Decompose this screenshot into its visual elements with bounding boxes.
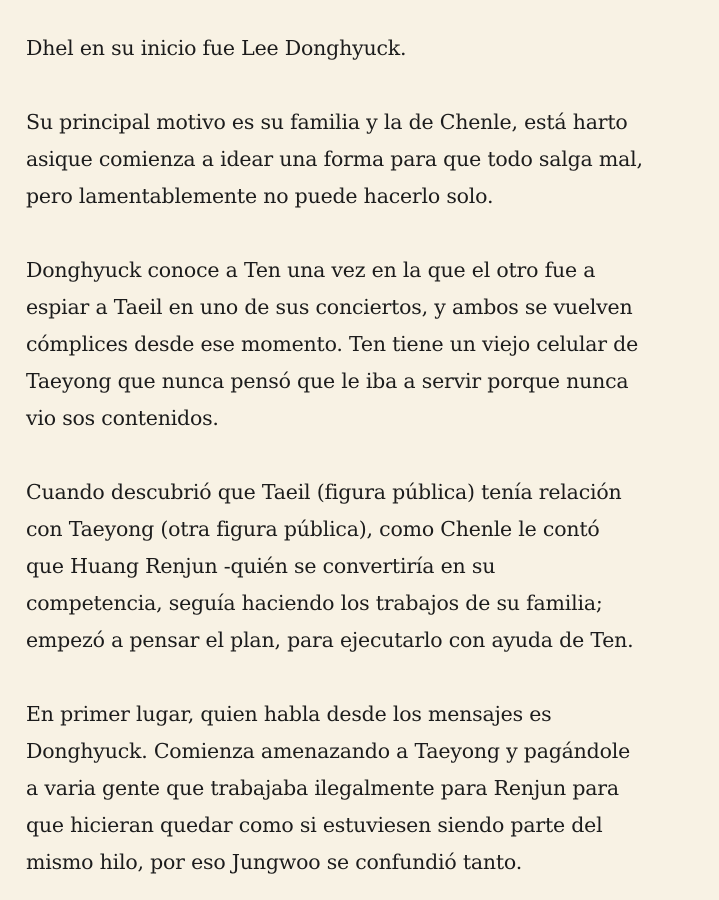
paragraph-4	[26, 474, 701, 659]
text-line: mismo hilo, por eso Jungwoo se confundió tanto.	[26, 850, 523, 874]
paragraph-5	[26, 696, 701, 881]
text-line: Su principal motivo es su familia y la de Chenle, está harto	[26, 110, 628, 134]
text-line: con Taeyong (otra figura pública), como Chenle le contó	[26, 517, 600, 541]
text-line: competencia, seguía haciendo los trabajos de su familia;	[26, 591, 603, 615]
text-line: Cuando descubrió que Taeil (figura pública) tenía relación	[26, 480, 622, 504]
paragraph-1	[26, 30, 701, 67]
text-line: En primer lugar, quien habla desde los mensajes es	[26, 702, 552, 726]
text-line: asique comienza a idear una forma para que todo salga mal,	[26, 147, 643, 171]
text-line: a varia gente que trabajaba ilegalmente para Renjun para	[26, 776, 619, 800]
paragraph-3	[26, 252, 701, 437]
text-line: empezó a pensar el plan, para ejecutarlo con ayuda de Ten.	[26, 628, 634, 652]
paragraph-2	[26, 104, 701, 215]
text-line: pero lamentablemente no puede hacerlo solo.	[26, 184, 494, 208]
text-line: vio sos contenidos.	[26, 406, 219, 430]
text-line: que hicieran quedar como si estuviesen siendo parte del	[26, 813, 603, 837]
text-line: espiar a Taeil en uno de sus conciertos, y ambos se vuelven	[26, 295, 633, 319]
text-line: cómplices desde ese momento. Ten tiene un viejo celular de	[26, 332, 639, 356]
text-line: Donghyuck. Comienza amenazando a Taeyong y pagándole	[26, 739, 631, 763]
text-line: Donghyuck conoce a Ten una vez en la que el otro fue a	[26, 258, 596, 282]
text-line: Dhel en su inicio fue Lee Donghyuck.	[26, 36, 407, 60]
text-line: Taeyong que nunca pensó que le iba a servir porque nunca	[26, 369, 629, 393]
text-line: que Huang Renjun -quién se convertiría en su	[26, 554, 496, 578]
